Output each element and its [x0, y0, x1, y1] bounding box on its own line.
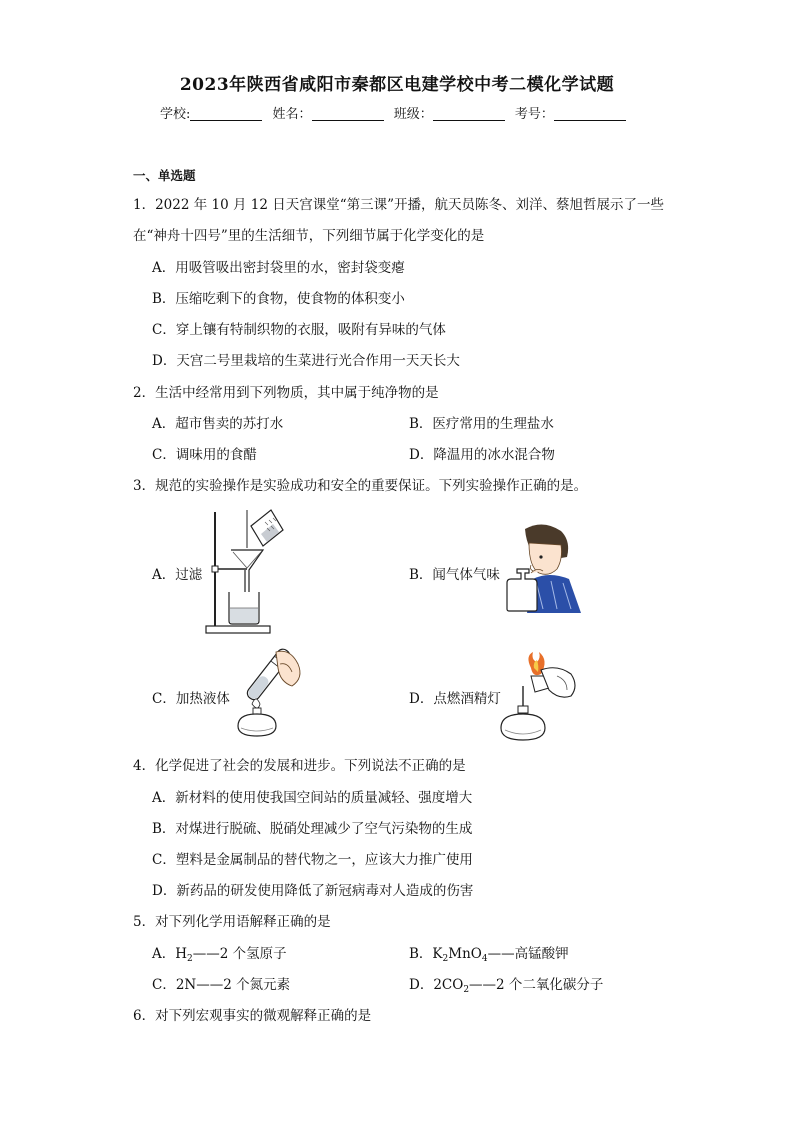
alcohol-lamp-lighting-image	[497, 652, 583, 744]
q2-option-c: C．调味用的食醋	[152, 447, 257, 463]
section-heading: 一、单选题	[133, 168, 196, 183]
q3-option-d: D．点燃酒精灯	[409, 691, 501, 707]
exam-title: 2023年陕西省咸阳市秦都区电建学校中考二模化学试题	[179, 75, 615, 95]
q4-option-a: A．新材料的使用使我国空间站的质量减轻、强度增大	[152, 790, 473, 806]
q1-option-a: A．用吸管吸出密封袋里的水，密封袋变瘪	[152, 260, 405, 276]
q4-option-d: D．新药品的研发使用降低了新冠病毒对人造成的伤害	[152, 883, 474, 899]
name-blank	[312, 107, 384, 121]
class-blank	[433, 107, 505, 121]
name-label: 姓名：	[272, 107, 312, 122]
q5-stem: 5．对下列化学用语解释正确的是	[133, 914, 331, 930]
q5-option-c: C．2N——2 个氮元素	[152, 977, 291, 993]
q3-stem: 3．规范的实验操作是实验成功和安全的重要保证。下列实验操作正确的是。	[133, 478, 588, 494]
q3-option-a: A．过滤	[152, 567, 203, 583]
q2-option-a: A．超市售卖的苏打水	[152, 416, 284, 432]
q5-option-d: D．$2CO_2——2$ 个二氧化碳分子	[409, 977, 604, 995]
filtration-apparatus-image	[203, 508, 285, 636]
q1-option-d: D．天宫二号里栽培的生菜进行光合作用一天天长大	[152, 353, 460, 369]
class-label: 班级：	[393, 107, 433, 122]
q2-option-d: D．降温用的冰水混合物	[409, 447, 555, 463]
student-info-line	[160, 103, 632, 122]
q2-option-b: B．医疗常用的生理盐水	[409, 416, 554, 432]
q1-option-c: C．穿上镶有特制织物的衣服，吸附有异味的气体	[152, 322, 446, 338]
q6-stem: 6．对下列宏观事实的微观解释正确的是	[133, 1008, 372, 1024]
q4-stem: 4．化学促进了社会的发展和进步。下列说法不正确的是	[133, 758, 466, 774]
heating-liquid-image	[232, 642, 308, 740]
school-blank	[190, 107, 262, 121]
school-label: 学校:	[160, 107, 191, 122]
smelling-gas-image	[503, 523, 581, 613]
number-blank	[554, 107, 626, 121]
q4-option-b: B．对煤进行脱硫、脱硝处理减少了空气污染物的生成	[152, 821, 473, 837]
q3-option-c: C．加热液体	[152, 691, 230, 707]
q1-stem-line1: 1．2022 年 10 月 12 日天宫课堂“第三课”开播，航天员陈冬、刘洋、蔡旭哲展示了一些	[133, 197, 665, 213]
q2-stem: 2．生活中经常用到下列物质，其中属于纯净物的是	[133, 385, 439, 401]
q5-option-b: B．$K_2MnO_4——$高锰酸钾	[409, 946, 569, 964]
q3-option-b: B．闻气体气味	[409, 567, 500, 583]
number-label: 考号：	[514, 107, 554, 122]
q1-stem-line2: 在“神舟十四号”里的生活细节，下列细节属于化学变化的是	[133, 228, 485, 244]
q5-option-a: A．$H_2——2$ 个氢原子	[152, 946, 287, 964]
q1-option-b: B．压缩吃剩下的食物，使食物的体积变小	[152, 291, 405, 307]
q4-option-c: C．塑料是金属制品的替代物之一，应该大力推广使用	[152, 852, 473, 868]
